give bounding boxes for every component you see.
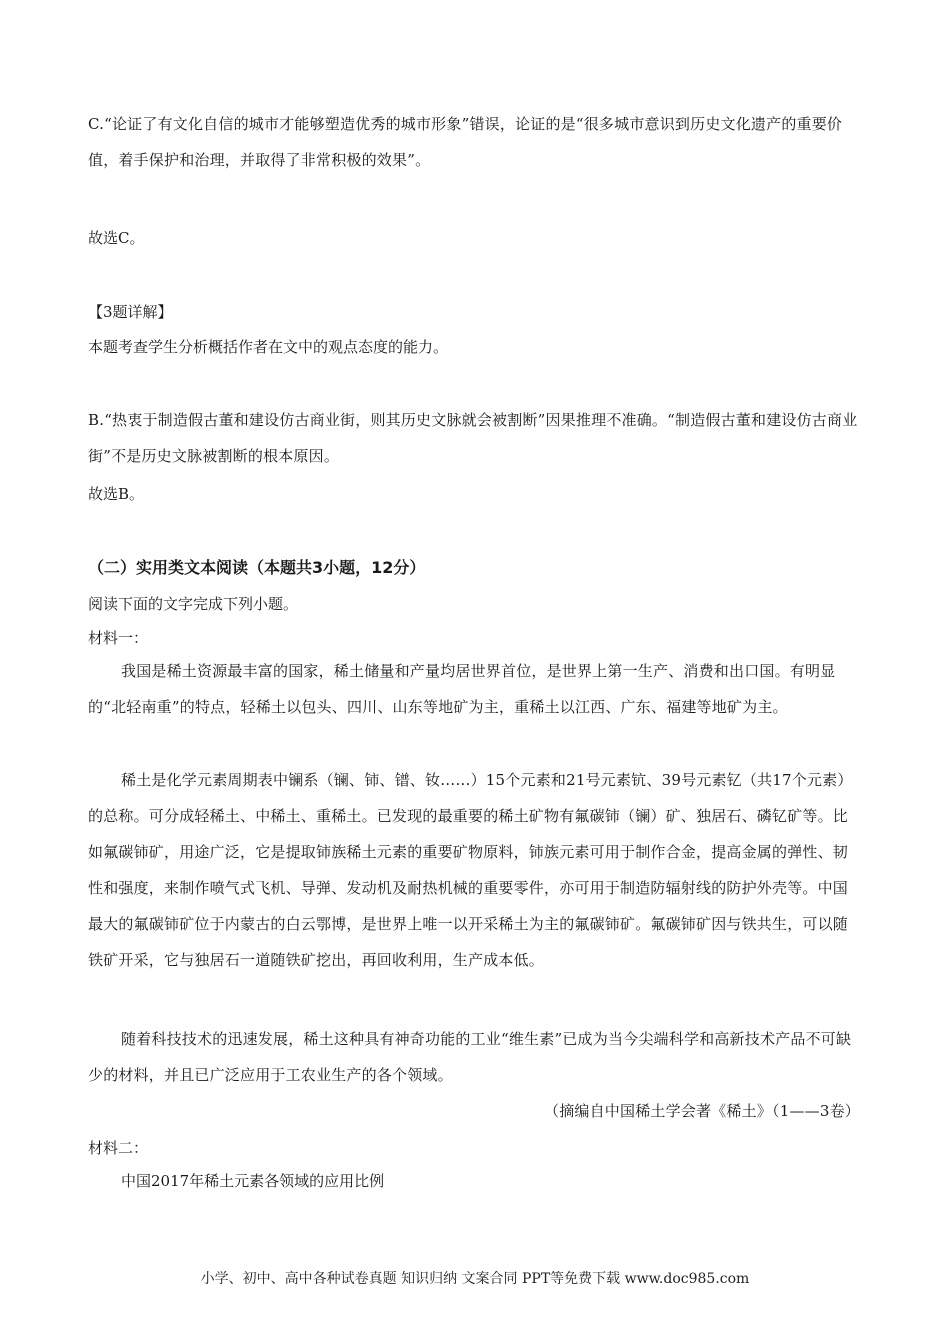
answer-b: 故选B。	[88, 485, 145, 503]
question-3-intro: 本题考查学生分析概括作者在文中的观点态度的能力。	[88, 338, 449, 356]
option-c-analysis: C.“论证了有文化自信的城市才能够塑造优秀的城市形象”错误，论证的是“很多城市意识到历史文化遗产的重要价值，着手保护和治理，并取得了非常积极的效果”。	[88, 115, 843, 169]
material-1-paragraph-1: 我国是稀土资源最丰富的国家，稀土储量和产量均居世界首位，是世界上第一生产、消费和出口国。有明显的“北轻南重”的特点，轻稀土以包头、四川、山东等地矿为主，重稀土以江西、广东、福建等地矿为主。	[88, 662, 836, 716]
footer-banner: 小学、初中、高中各种试卷真题 知识归纳 文案合同 PPT等免费下载 www.doc985.com	[200, 1271, 750, 1287]
material-1-label: 材料一：	[88, 629, 149, 647]
material-2-caption: 中国2017年稀土元素各领域的应用比例	[121, 1172, 385, 1190]
material-2-label: 材料二：	[88, 1139, 149, 1157]
material-1-paragraph-3: 随着科技技术的迅速发展，稀土这种具有神奇功能的工业“维生素”已成为当今尖端科学和高新技术产品不可缺少的材料，并且已广泛应用于工农业生产的各个领域。	[88, 1030, 852, 1084]
material-1-source: （摘编自中国稀土学会著《稀土》（1——3卷）	[544, 1102, 860, 1120]
answer-c: 故选C。	[88, 229, 145, 247]
option-b-analysis: B.“热衷于制造假古董和建设仿古商业街，则其历史文脉就会被割断”因果推理不准确。“制造假古董和建设仿古商业街”不是历史文脉被割断的根本原因。	[88, 411, 858, 465]
material-1-paragraph-2: 稀土是化学元素周期表中镧系（镧、铈、镨、钕……）15个元素和21号元素钪、39号元素钇（共17个元素）的总称。可分成轻稀土、中稀土、重稀土。已发现的最重要的稀土矿物有氟碳铈（镧）矿、独居石、磷钇矿等。比如氟碳铈矿，用途广泛，它是提取铈族稀土元素的重要矿物原料，铈族元素可用于制作合金，提高金属的弹性、韧性和强度，来制作喷气式飞机、导弹、发动机及耐热机械的重要零件，亦可用于制造防辐射线的防护外壳等。中国最大的氟碳铈矿位于内蒙古的白云鄂博，是世界上唯一以开采稀土为主的氟碳铈矿。氟碳铈矿因与铁共生，可以随铁矿开采，它与独居石一道随铁矿挖出，再回收利用，生产成本低。	[88, 771, 853, 969]
section-title: （二）实用类文本阅读（本题共3小题，12分）	[88, 558, 426, 577]
question-3-heading: 【3题详解】	[88, 303, 173, 321]
reading-instruction: 阅读下面的文字完成下列小题。	[88, 595, 299, 613]
